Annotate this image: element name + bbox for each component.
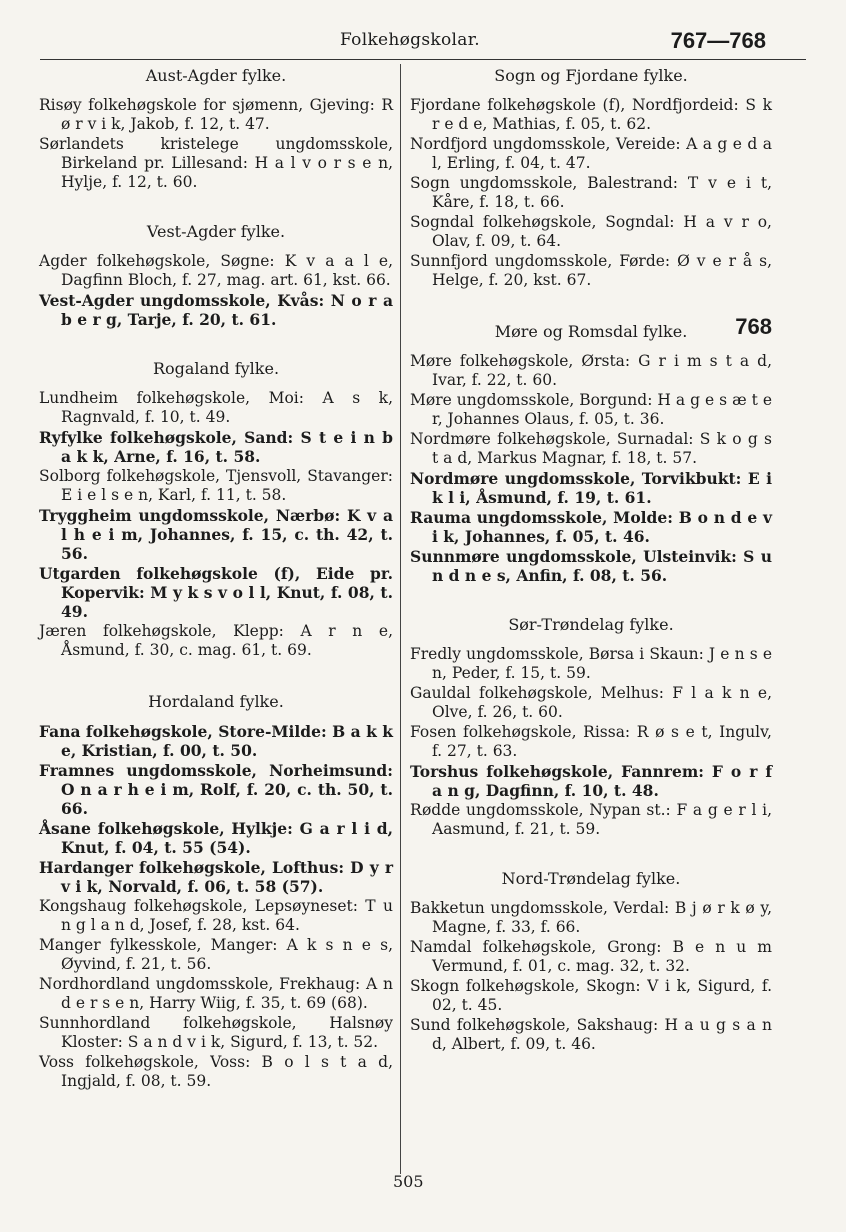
county-heading [39, 692, 393, 711]
school-entry: Voss folkehøgskole, Voss: B o l s t a d, Ingjald, f. 08, t. 59. [39, 1053, 393, 1090]
school-entry: Sunnhordland folkehøgskole, Halsnøy Kloster: S a n d v i k, Sigurd, f. 13, t. 52. [39, 1014, 393, 1051]
county-heading [39, 359, 393, 378]
school-entry: Rauma ungdomsskole, Molde: B o n d e v i k, Johannes, f. 05, t. 46. [410, 508, 772, 546]
county-heading-text: Sør-Trøndelag fylke. [508, 615, 674, 634]
school-entry: Sund folkehøgskole, Sakshaug: H a u g s a n d, Albert, f. 09, t. 46. [410, 1016, 772, 1053]
school-entry: Fjordane folkehøgskole (f), Nordfjordeid: S k r e d e, Mathias, f. 05, t. 62. [410, 96, 772, 133]
county-section [410, 66, 772, 290]
county-heading-text: Sogn og Fjordane fylke. [494, 66, 688, 85]
county-section [39, 359, 393, 660]
school-entry: Jæren folkehøgskole, Klepp: A r n e, Åsmund, f. 30, c. mag. 61, t. 69. [39, 622, 393, 659]
school-entry: Utgarden folkehøgskole (f), Eide pr. Kopervik: M y k s v o l l, Knut, f. 08, t. 49. [39, 564, 393, 621]
school-entry: Sørlandets kristelege ungdomsskole, Birkeland pr. Lillesand: H a l v o r s e n, Hylje, f. 12, t. 60. [39, 135, 393, 191]
school-entry: Fredly ungdomsskole, Børsa i Skaun: J e n s e n, Peder, f. 15, t. 59. [410, 645, 772, 682]
school-entry: Bakketun ungdomsskole, Verdal: B j ø r k ø y, Magne, f. 33, f. 66. [410, 899, 772, 936]
school-entry: Tryggheim ungdomsskole, Nærbø: K v a l h e i m, Johannes, f. 15, c. th. 42, t. 56. [39, 506, 393, 563]
school-entry: Sogn ungdomsskole, Balestrand: T v e i t, Kåre, f. 18, t. 66. [410, 174, 772, 211]
school-entry: Nordhordland ungdomsskole, Frekhaug: A n d e r s e n, Harry Wiig, f. 35, t. 69 (68). [39, 975, 393, 1012]
county-heading-text: Nord-Trøndelag fylke. [501, 869, 681, 888]
school-entry: Framnes ungdomsskole, Norheimsund: O n a r h e i m, Rolf, f. 20, c. th. 50, t. 66. [39, 761, 393, 818]
county-heading [39, 66, 393, 85]
county-heading [410, 314, 772, 341]
county-section [39, 692, 393, 1091]
school-entry: Sunnfjord ungdomsskole, Førde: Ø v e r å s, Helge, f. 20, kst. 67. [410, 252, 772, 289]
school-entry: Sogndal folkehøgskole, Sogndal: H a v r o, Olav, f. 09, t. 64. [410, 213, 772, 250]
school-entry: Namdal folkehøgskole, Grong: B e n u m Vermund, f. 01, c. mag. 32, t. 32. [410, 938, 772, 975]
running-header [40, 24, 806, 58]
school-entry: Møre folkehøgskole, Ørsta: G r i m s t a d, Ivar, f. 22, t. 60. [410, 352, 772, 389]
school-entry: Solborg folkehøgskole, Tjensvoll, Stavanger: E i e l s e n, Karl, f. 11, t. 58. [39, 467, 393, 504]
column-numbers: 767—768 [670, 28, 766, 53]
school-entry: Manger fylkesskole, Manger: A k s n e s, Øyvind, f. 21, t. 56. [39, 936, 393, 973]
school-entry: Vest-Agder ungdomsskole, Kvås: N o r a b e r g, Tarje, f. 20, t. 61. [39, 291, 393, 329]
county-heading-text: Aust-Agder fylke. [145, 66, 287, 85]
school-entry: Sunnmøre ungdomsskole, Ulsteinvik: S u n d n e s, Anfin, f. 08, t. 56. [410, 547, 772, 585]
school-entry: Torshus folkehøgskole, Fannrem: F o r f a n g, Dagfinn, f. 10, t. 48. [410, 762, 772, 800]
school-entry: Risøy folkehøgskole for sjømenn, Gjeving: R ø r v i k, Jakob, f. 12, t. 47. [39, 96, 393, 133]
school-entry: Hardanger folkehøgskole, Lofthus: D y r v i k, Norvald, f. 06, t. 58 (57). [39, 858, 393, 896]
county-heading [39, 222, 393, 241]
right-column [410, 66, 772, 1055]
school-entry: Nordmøre folkehøgskole, Surnadal: S k o g s t a d, Markus Magnar, f. 18, t. 57. [410, 430, 772, 467]
column-marker: 768 [735, 314, 772, 339]
county-heading-text: Rogaland fylke. [152, 359, 280, 378]
school-entry: Fana folkehøgskole, Store-Milde: B a k k e, Kristian, f. 00, t. 50. [39, 722, 393, 760]
header-rule [40, 59, 806, 60]
county-section [410, 615, 772, 839]
school-entry: Fosen folkehøgskole, Rissa: R ø s e t, Ingulv, f. 27, t. 63. [410, 723, 772, 760]
county-heading [410, 66, 772, 85]
left-column [39, 66, 393, 1092]
school-entry: Skogn folkehøgskole, Skogn: V i k, Sigurd, f. 02, t. 45. [410, 977, 772, 1014]
page-number: 505 [393, 1172, 424, 1191]
school-entry: Kongshaug folkehøgskole, Lepsøyneset: T u n g l a n d, Josef, f. 28, kst. 64. [39, 897, 393, 934]
school-entry: Åsane folkehøgskole, Hylkje: G a r l i d, Knut, f. 04, t. 55 (54). [39, 819, 393, 857]
school-entry: Gauldal folkehøgskole, Melhus: F l a k n e, Olve, f. 26, t. 60. [410, 684, 772, 721]
county-heading-text: Hordaland fylke. [148, 692, 284, 711]
school-entry: Rødde ungdomsskole, Nypan st.: F a g e r l i, Aasmund, f. 21, t. 59. [410, 801, 772, 838]
county-heading [410, 615, 772, 634]
school-entry: Nordmøre ungdomsskole, Torvikbukt: E i k l i, Åsmund, f. 19, t. 61. [410, 469, 772, 507]
county-section [39, 222, 393, 329]
running-title: Folkehøgskolar. [340, 30, 480, 50]
county-section [410, 869, 772, 1054]
county-section [410, 314, 772, 585]
school-entry: Agder folkehøgskole, Søgne: K v a a l e, Dagfinn Bloch, f. 27, mag. art. 61, kst. 66. [39, 252, 393, 289]
school-entry: Lundheim folkehøgskole, Moi: A s k, Ragnvald, f. 10, t. 49. [39, 389, 393, 426]
county-heading-text: Vest-Agder fylke. [146, 222, 286, 241]
column-divider [400, 64, 401, 1174]
county-section [39, 66, 393, 192]
school-entry: Nordfjord ungdomsskole, Vereide: A a g e d a l, Erling, f. 04, t. 47. [410, 135, 772, 172]
school-entry: Møre ungdomsskole, Borgund: H a g e s æ t e r, Johannes Olaus, f. 05, t. 36. [410, 391, 772, 428]
county-heading [410, 869, 772, 888]
school-entry: Ryfylke folkehøgskole, Sand: S t e i n b a k k, Arne, f. 16, t. 58. [39, 428, 393, 466]
county-heading-text: Møre og Romsdal fylke. [494, 322, 688, 341]
